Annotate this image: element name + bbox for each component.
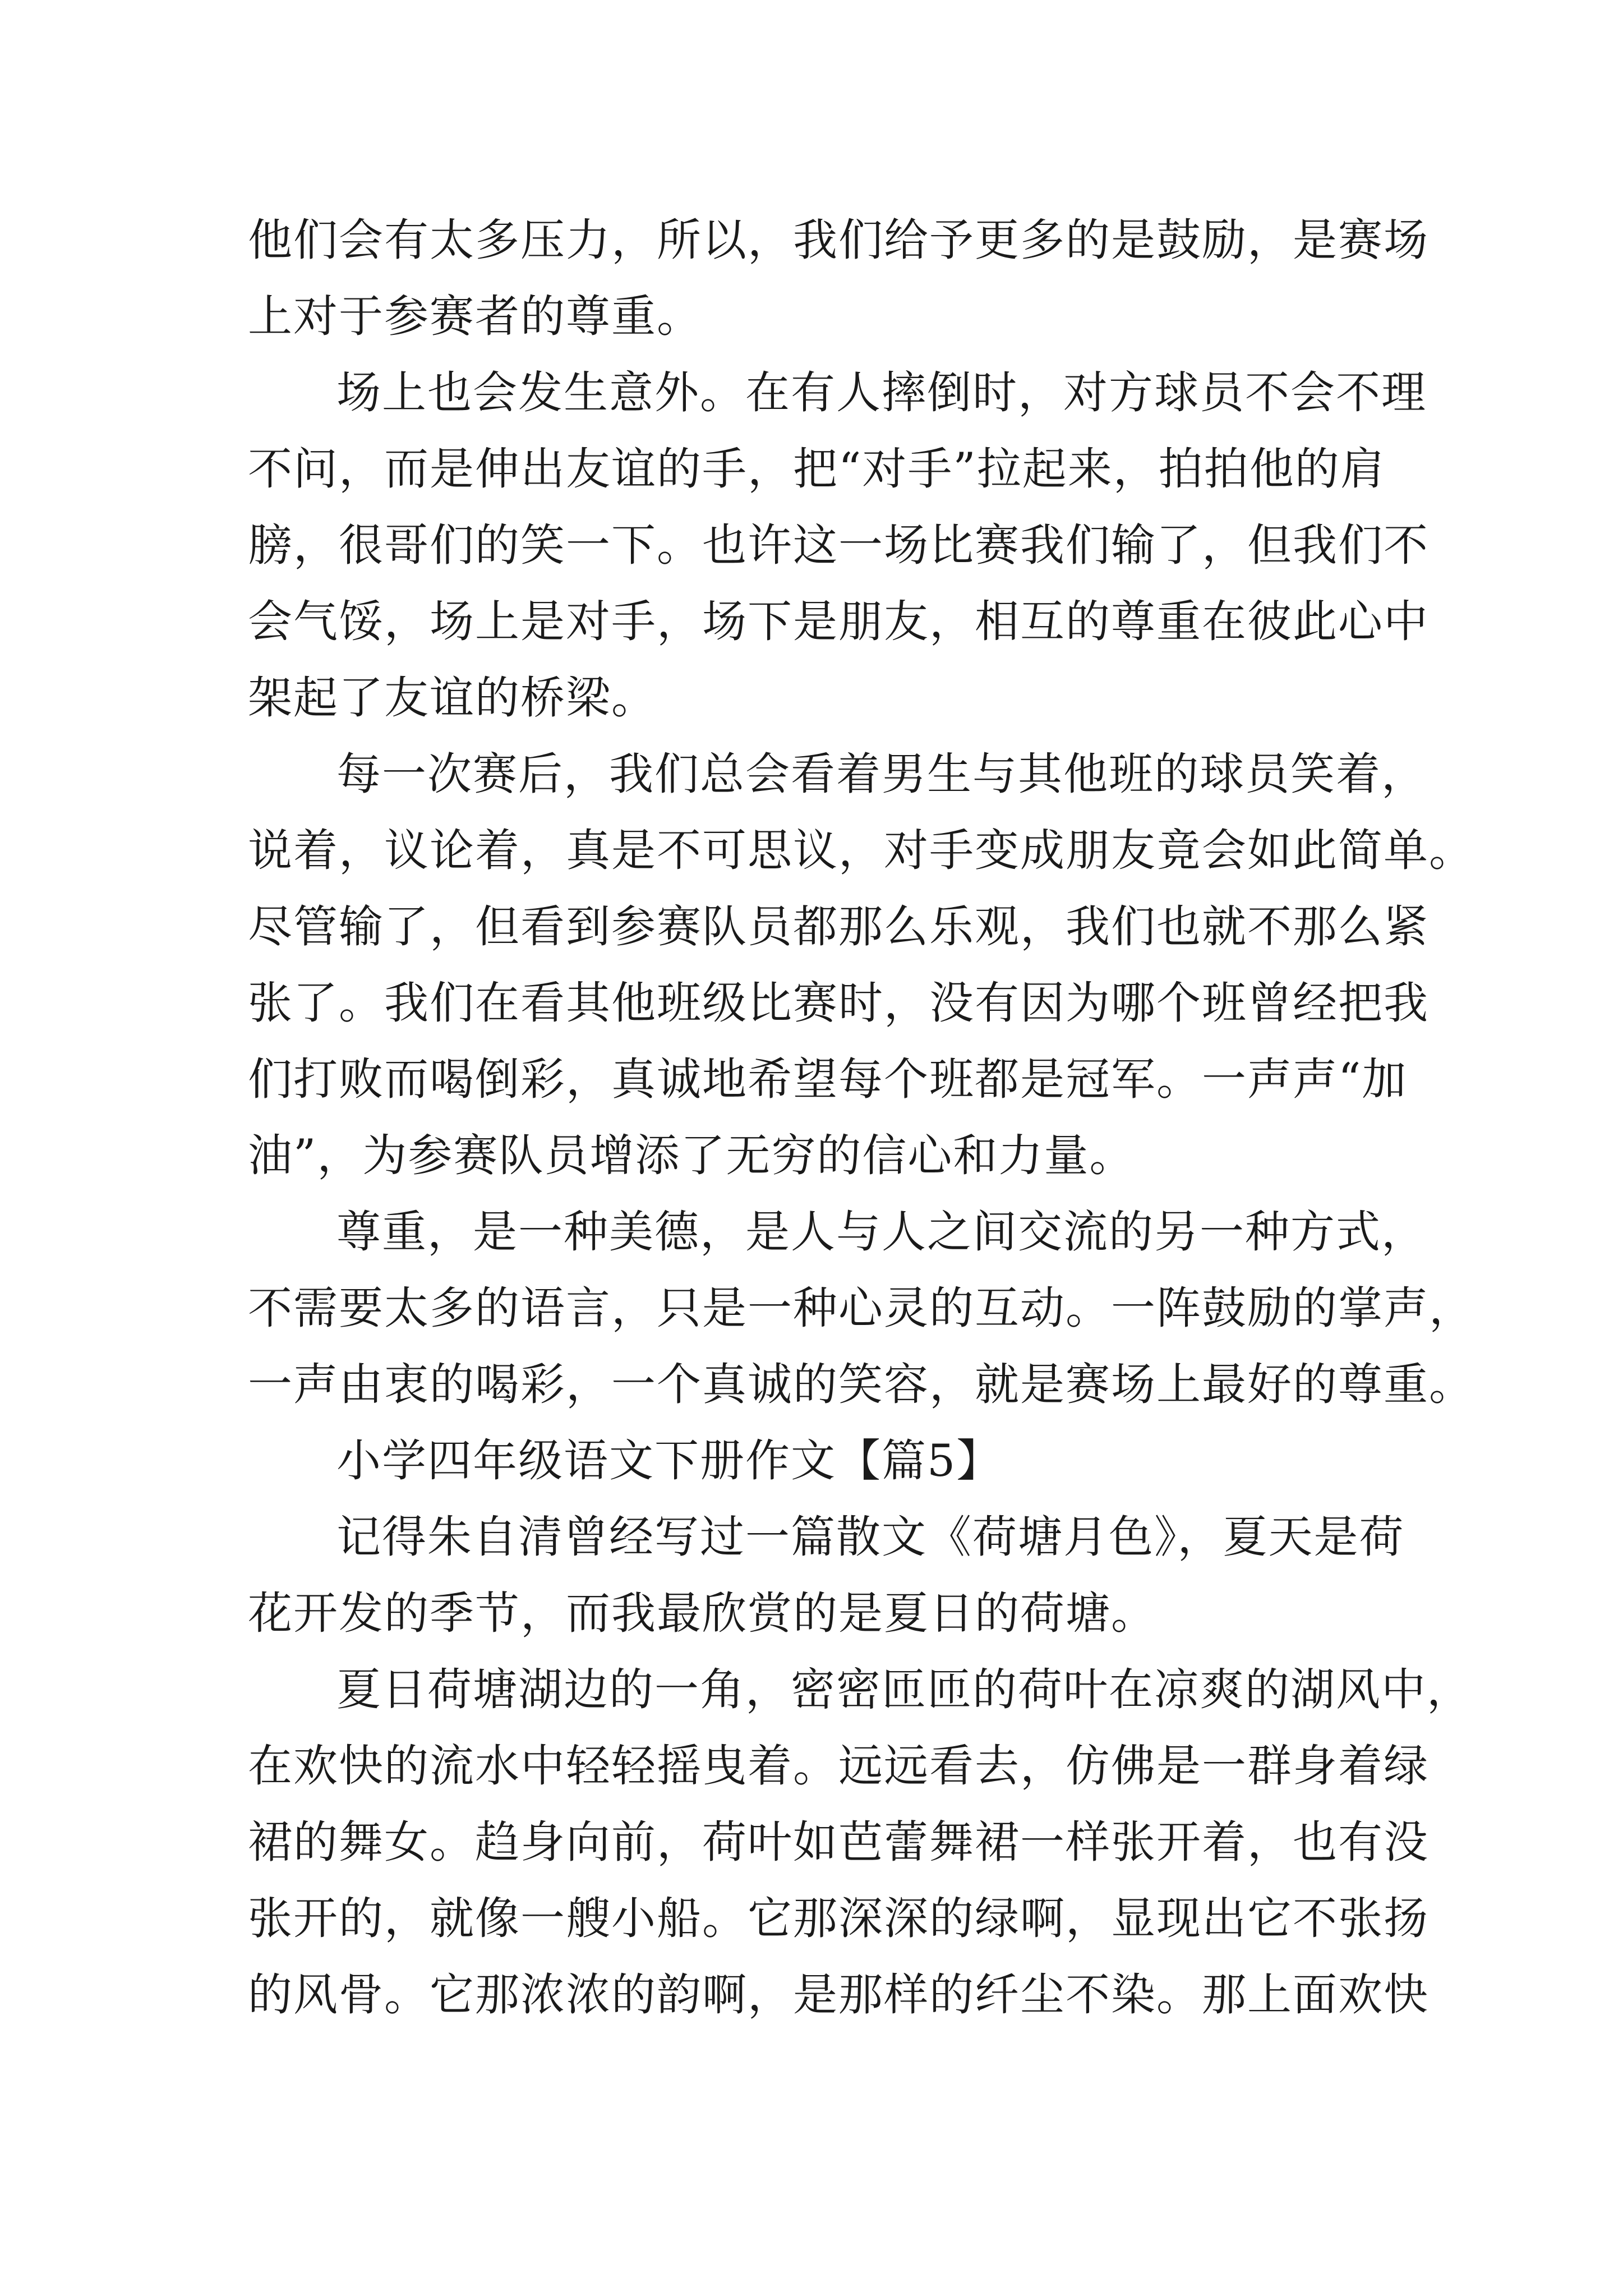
paragraph-start-line: 记得朱自清曾经写过一篇散文《荷塘月色》，夏天是荷 xyxy=(336,1511,1405,1563)
text-line: 上对于参赛者的尊重。 xyxy=(248,291,702,342)
paragraph-start-line: 每一次赛后，我们总会看着男生与其他班的球员笑着， xyxy=(336,748,1427,800)
body-text xyxy=(248,202,1474,2033)
text-line: 会气馁，场上是对手，场下是朋友，相互的尊重在彼此心中 xyxy=(248,596,1429,647)
text-line: 裙的舞女。趋身向前，荷叶如芭蕾舞裙一样张开着，也有没 xyxy=(248,1816,1429,1868)
text-line: 架起了友谊的桥梁。 xyxy=(248,672,657,724)
text-line: 在欢快的流水中轻轻摇曳着。远远看去，仿佛是一群身着绿 xyxy=(248,1740,1429,1792)
text-line: 花开发的季节，而我最欣赏的是夏日的荷塘。 xyxy=(248,1588,1156,1639)
paragraph-start-line: 场上也会发生意外。在有人摔倒时，对方球员不会不理 xyxy=(336,367,1427,418)
text-line: 尽管输了，但看到参赛队员都那么乐观，我们也就不那么紧 xyxy=(248,901,1429,953)
text-line: 们打败而喝倒彩，真诚地希望每个班都是冠军。一声声“加 xyxy=(248,1053,1408,1105)
text-line: 说着，议论着，真是不可思议，对手变成朋友竟会如此简单。 xyxy=(248,825,1474,876)
text-line: 张开的，就像一艘小船。它那深深的绿啊，显现出它不张扬 xyxy=(248,1893,1429,1944)
text-line: 不问，而是伸出友谊的手，把“对手”拉起来，拍拍他的肩 xyxy=(248,443,1386,495)
text-line: 的风骨。它那浓浓的韵啊，是那样的纤尘不染。那上面欢快 xyxy=(248,1969,1429,2021)
section-heading: 小学四年级语文下册作文【篇5】 xyxy=(336,1435,1002,1487)
text-line: 不需要太多的语言，只是一种心灵的互动。一阵鼓励的掌声， xyxy=(248,1282,1474,1334)
paragraph-start-line: 尊重，是一种美德，是人与人之间交流的另一种方式， xyxy=(336,1206,1427,1258)
text-line: 膀，很哥们的笑一下。也许这一场比赛我们输了，但我们不 xyxy=(248,519,1429,571)
text-line: 一声由衷的喝彩，一个真诚的笑容，就是赛场上最好的尊重。 xyxy=(248,1359,1474,1410)
text-line: 他们会有太多压力，所以，我们给予更多的是鼓励，是赛场 xyxy=(248,214,1429,266)
paragraph-start-line: 夏日荷塘湖边的一角，密密匝匝的荷叶在凉爽的湖风中， xyxy=(336,1664,1472,1715)
text-line: 油”，为参赛队员增添了无穷的信心和力量。 xyxy=(248,1130,1135,1181)
text-line: 张了。我们在看其他班级比赛时，没有因为哪个班曾经把我 xyxy=(248,977,1429,1029)
